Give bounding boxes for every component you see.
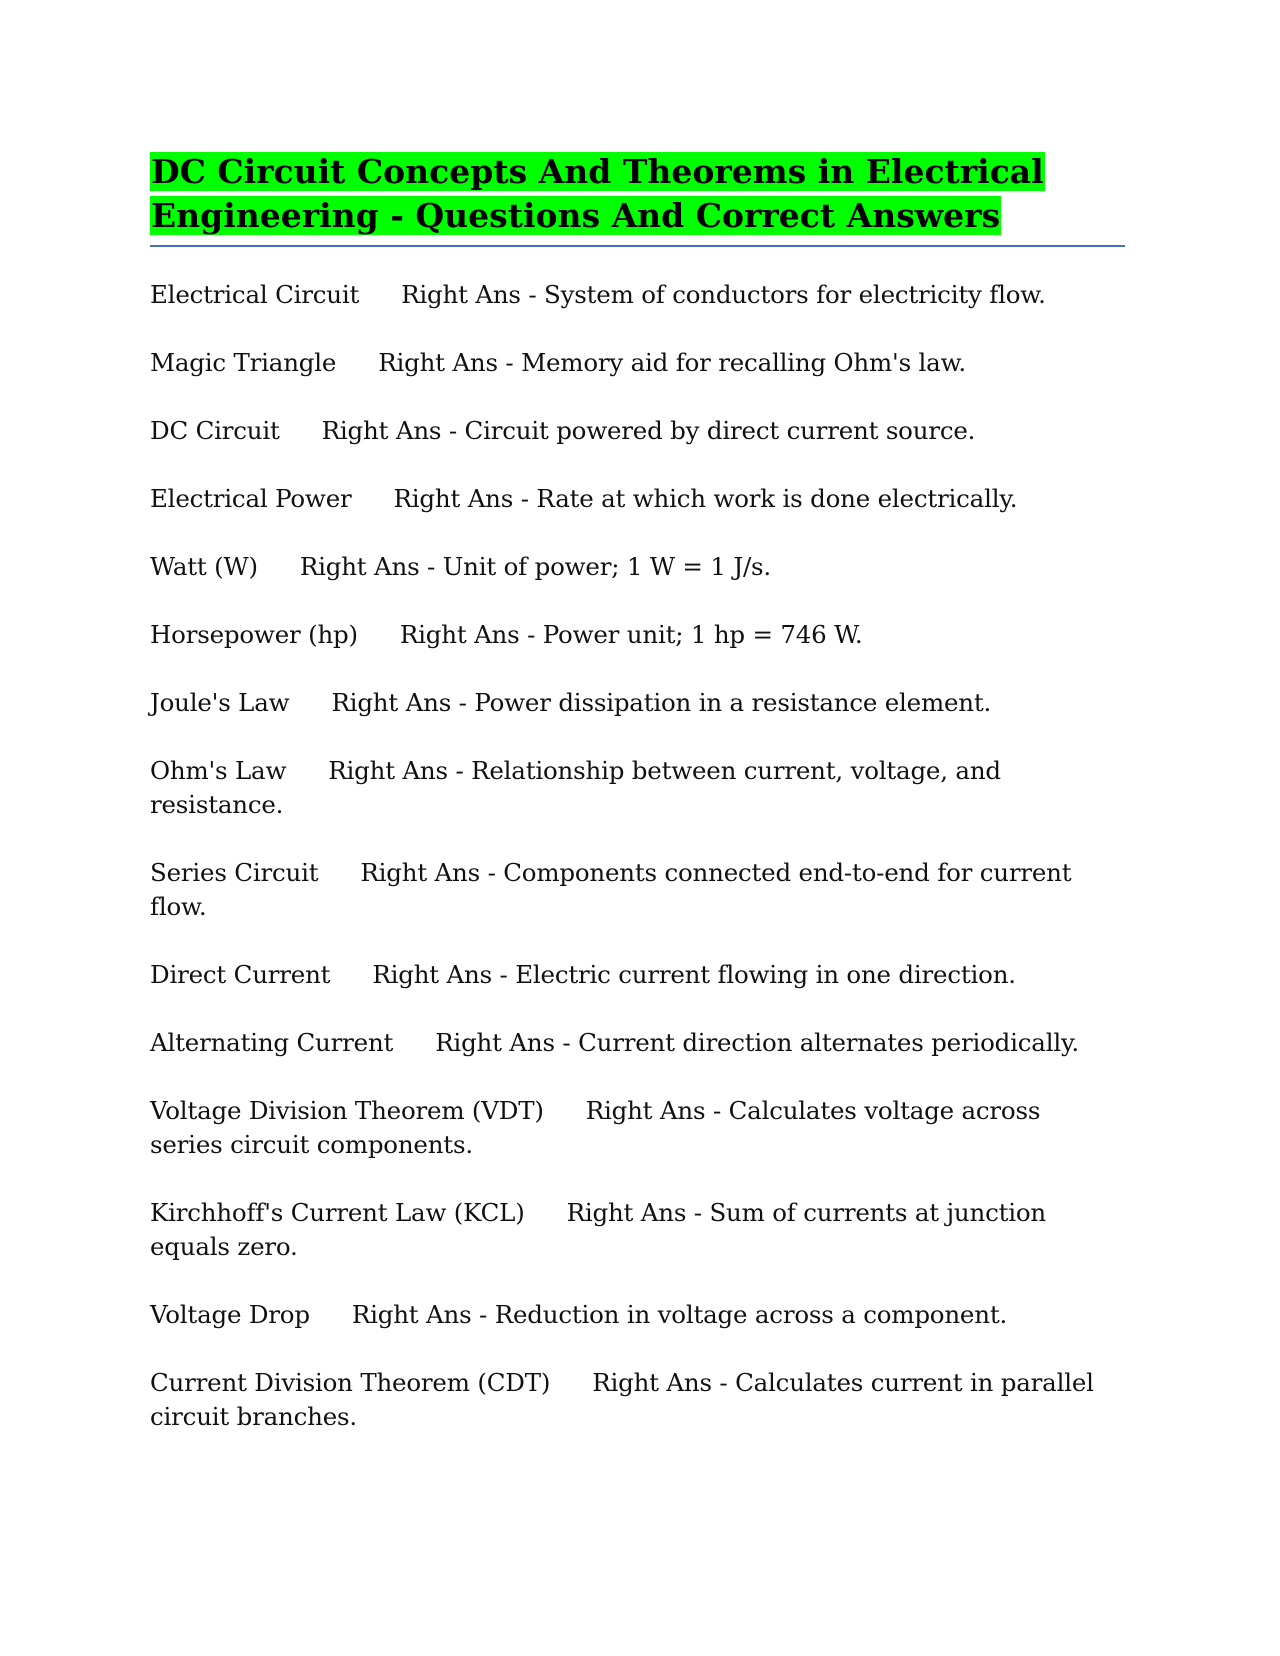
qa-item bbox=[150, 618, 1100, 652]
qa-answer: Right Ans - Rate at which work is done electrically. bbox=[393, 484, 1018, 513]
qa-answer: Right Ans - Power dissipation in a resistance element. bbox=[331, 688, 992, 717]
qa-item bbox=[150, 414, 1100, 448]
qa-term: Joule's Law bbox=[150, 688, 290, 717]
qa-term: Kirchhoff's Current Law (KCL) bbox=[150, 1198, 525, 1227]
qa-answer: Right Ans - Components connected end-to-end for current flow. bbox=[150, 858, 1072, 921]
document-title bbox=[150, 150, 1125, 238]
qa-item bbox=[150, 278, 1100, 312]
qa-item bbox=[150, 346, 1100, 380]
title-highlight bbox=[150, 152, 1045, 235]
qa-answer: Right Ans - Memory aid for recalling Ohm's law. bbox=[378, 348, 967, 377]
qa-item bbox=[150, 958, 1100, 992]
qa-item bbox=[150, 1298, 1100, 1332]
qa-answer: Right Ans - Unit of power; 1 W = 1 J/s. bbox=[299, 552, 771, 581]
qa-item bbox=[150, 550, 1100, 584]
qa-term: DC Circuit bbox=[150, 416, 280, 445]
title-block bbox=[150, 150, 1125, 238]
qa-term: Ohm's Law bbox=[150, 756, 287, 785]
qa-answer: Right Ans - Relationship between current, voltage, and resistance. bbox=[150, 756, 1001, 819]
qa-item bbox=[150, 1026, 1100, 1060]
qa-answer: Right Ans - Reduction in voltage across a component. bbox=[351, 1300, 1008, 1329]
title-underline-rule bbox=[150, 245, 1125, 247]
qa-term: Voltage Drop bbox=[150, 1300, 310, 1329]
qa-answer: Right Ans - Power unit; 1 hp = 746 W. bbox=[399, 620, 863, 649]
qa-answer: Right Ans - Calculates current in parallel circuit branches. bbox=[150, 1368, 1094, 1431]
qa-answer: Right Ans - Electric current flowing in one direction. bbox=[372, 960, 1016, 989]
qa-term: Magic Triangle bbox=[150, 348, 337, 377]
qa-term: Voltage Division Theorem (VDT) bbox=[150, 1096, 544, 1125]
title-line-1: DC Circuit Concepts And Theorems in Electrical bbox=[151, 152, 1044, 191]
qa-term: Horsepower (hp) bbox=[150, 620, 358, 649]
qa-item bbox=[150, 1366, 1100, 1434]
qa-answer: Right Ans - System of conductors for electricity flow. bbox=[401, 280, 1046, 309]
qa-item bbox=[150, 686, 1100, 720]
qa-list bbox=[150, 278, 1100, 1468]
qa-term: Alternating Current bbox=[150, 1028, 394, 1057]
qa-item bbox=[150, 482, 1100, 516]
qa-term: Watt (W) bbox=[150, 552, 258, 581]
qa-answer: Right Ans - Circuit powered by direct current source. bbox=[321, 416, 976, 445]
qa-answer: Right Ans - Current direction alternates periodically. bbox=[435, 1028, 1079, 1057]
qa-term: Electrical Power bbox=[150, 484, 352, 513]
qa-item bbox=[150, 754, 1100, 822]
qa-term: Current Division Theorem (CDT) bbox=[150, 1368, 551, 1397]
qa-answer: Right Ans - Sum of currents at junction equals zero. bbox=[150, 1198, 1046, 1261]
qa-term: Series Circuit bbox=[150, 858, 319, 887]
qa-term: Direct Current bbox=[150, 960, 331, 989]
title-line-2: Engineering - Questions And Correct Answers bbox=[151, 196, 1001, 235]
qa-item bbox=[150, 1094, 1100, 1162]
qa-item bbox=[150, 856, 1100, 924]
qa-item bbox=[150, 1196, 1100, 1264]
qa-term: Electrical Circuit bbox=[150, 280, 360, 309]
qa-answer: Right Ans - Calculates voltage across series circuit components. bbox=[150, 1096, 1041, 1159]
